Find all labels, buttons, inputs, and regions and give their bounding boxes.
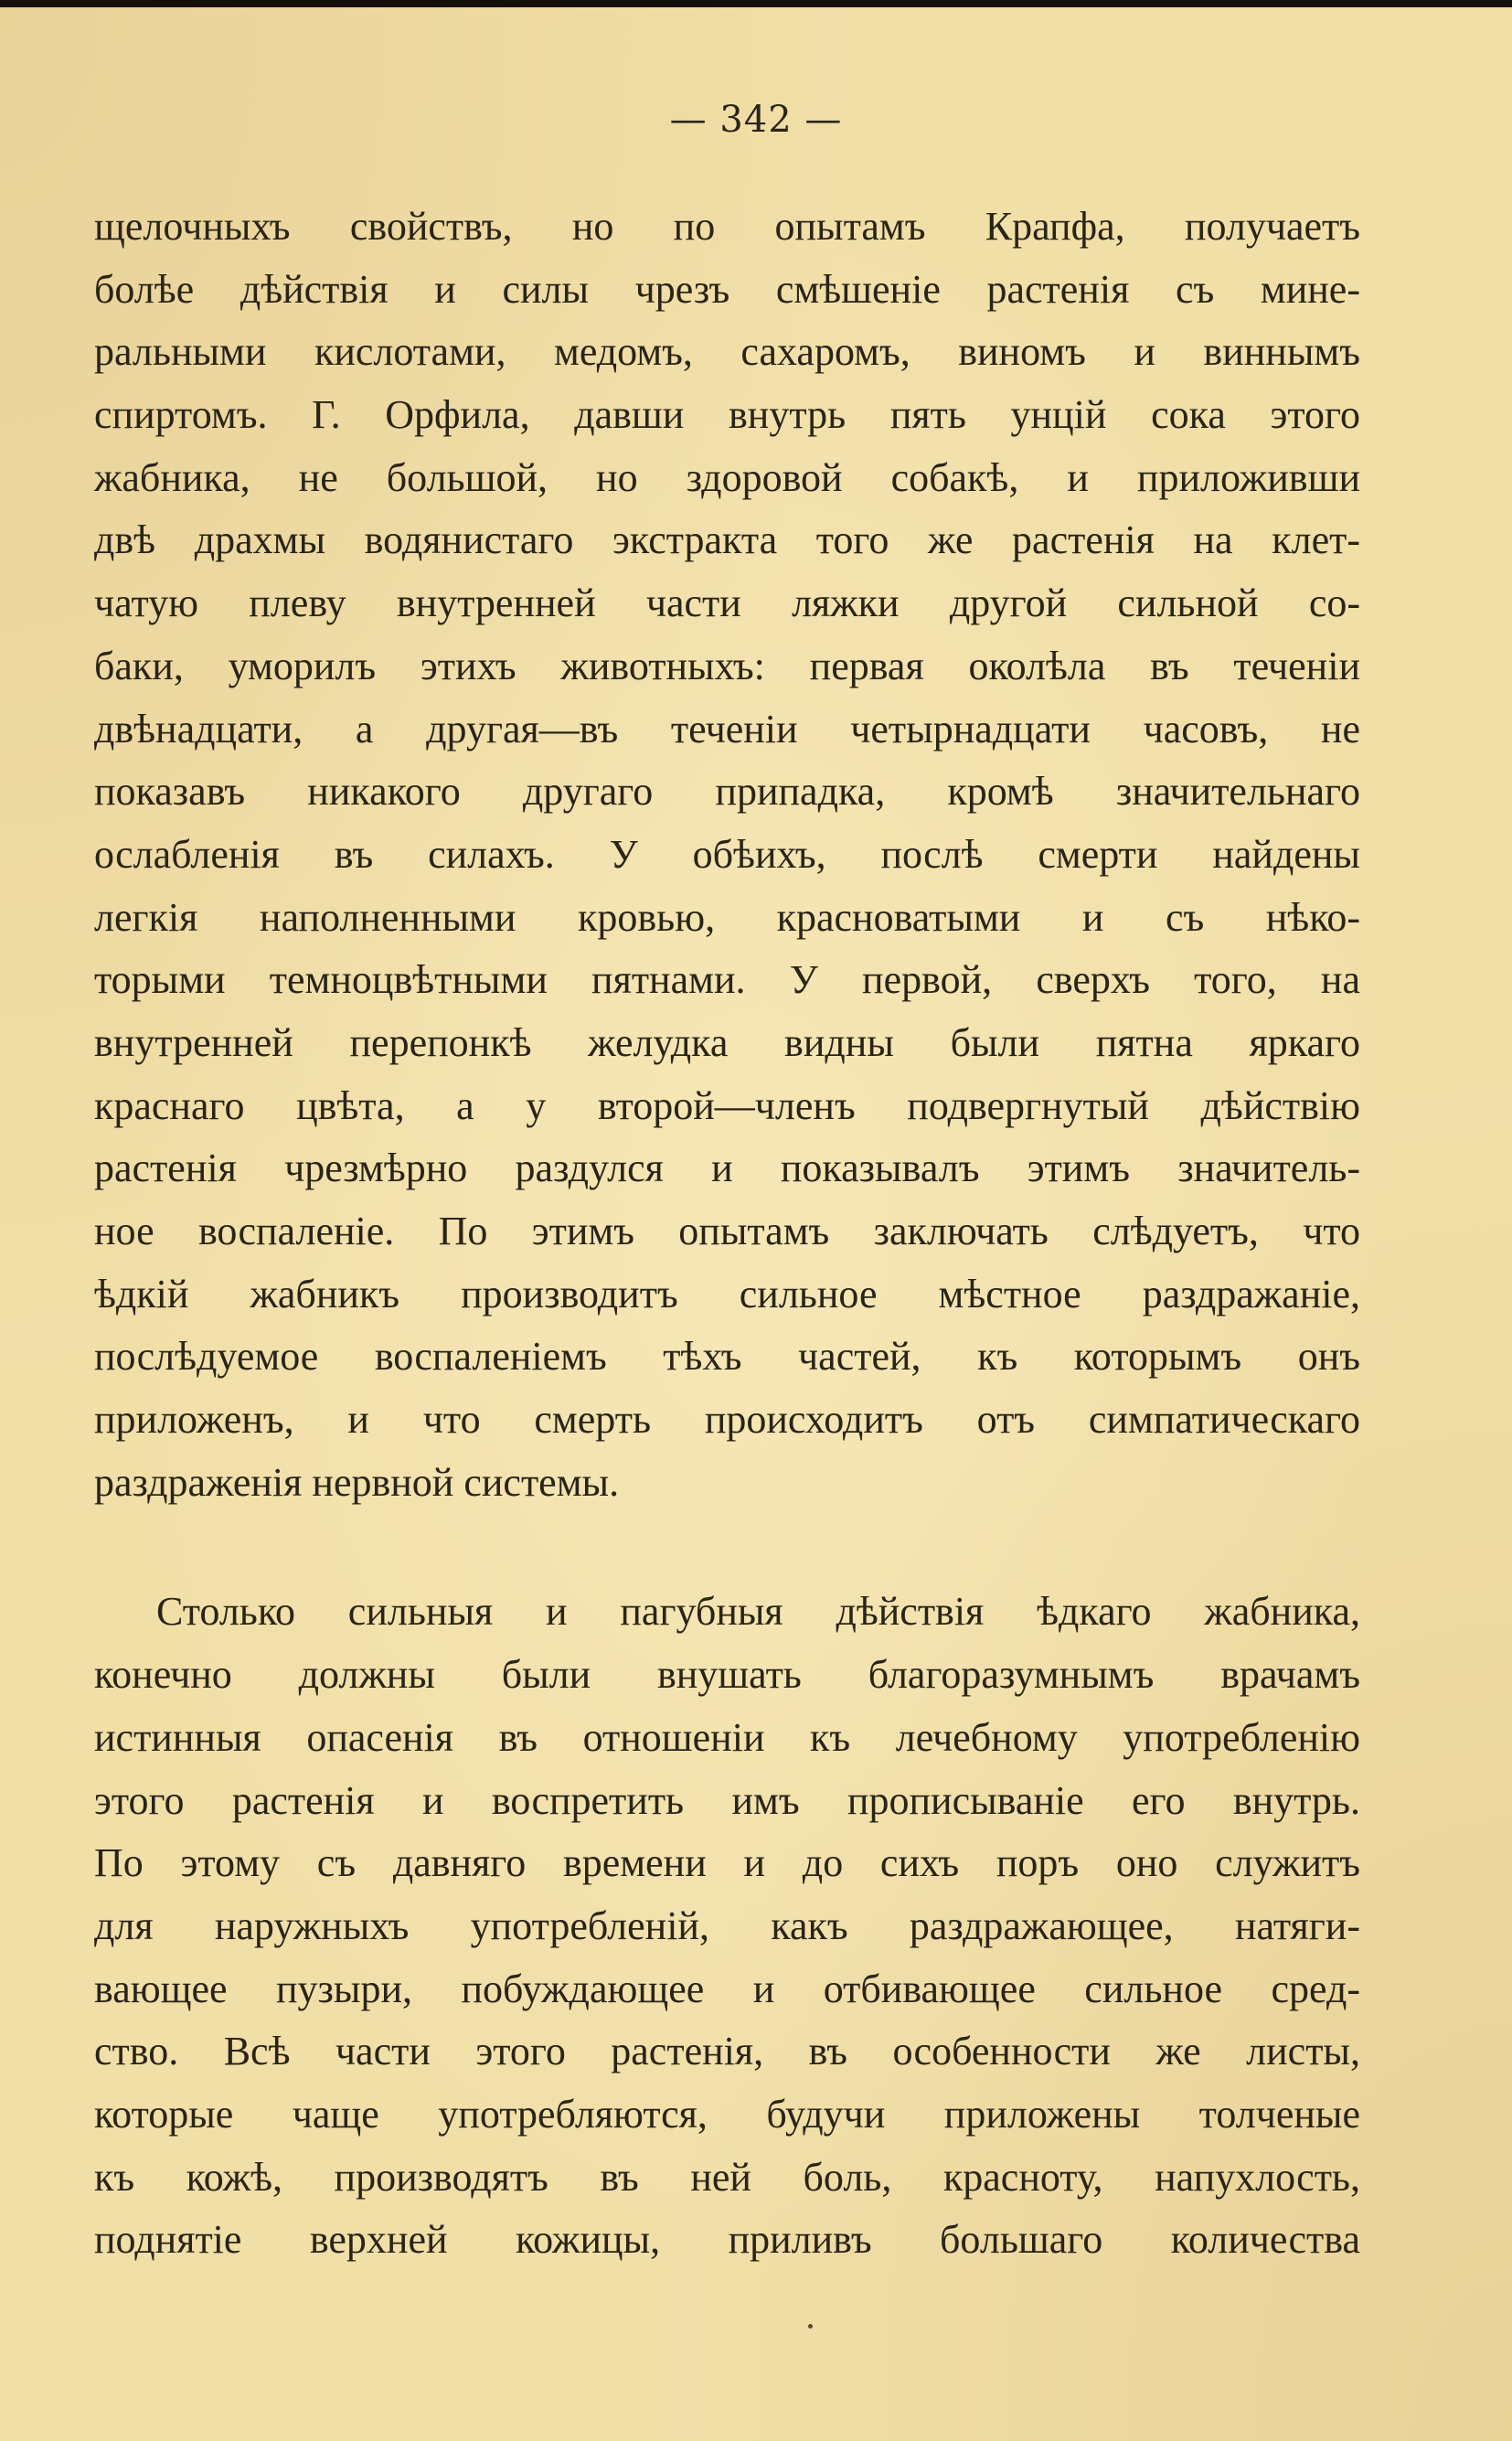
text-line: жабника, не большой, но здоровой собакѣ, и приложивши	[94, 454, 1360, 500]
text-line: ѣдкій жабникъ производитъ сильное мѣстное раздражаніе,	[94, 1271, 1360, 1316]
text-line: показавъ никакого другаго припадка, кромѣ значительнаго	[94, 769, 1360, 815]
text-line: двѣ драхмы водянистаго экстракта того же растенія на клет-	[94, 517, 1360, 563]
text-line: щелочныхъ свойствъ, но по опытамъ Крапфа, получаетъ	[94, 204, 1360, 249]
text-line: чатую плеву внутренней части ляжки другой сильной со-	[94, 581, 1360, 626]
text-line: вающее пузыри, побуждающее и отбивающее сильное сред-	[94, 1966, 1360, 2011]
text-line: торыми темноцвѣтными пятнами. У первой, сверхъ того, на	[94, 957, 1360, 1003]
text-line: спиртомъ. Г. Орфила, давши внутрь пять унцій сока этого	[94, 392, 1360, 438]
paragraph-1	[94, 196, 1360, 1514]
text-line: По этому съ давняго времени и до сихъ поръ оно служитъ	[94, 1840, 1360, 1886]
text-line: послѣдуемое воспаленіемъ тѣхъ частей, къ которымъ онъ	[94, 1334, 1360, 1380]
text-line: къ кожѣ, производятъ въ ней боль, красноту, напухлость,	[94, 2154, 1360, 2200]
text-line: поднятіе верхней кожицы, приливъ большаго количества	[94, 2217, 1360, 2263]
page-number: — 342 —	[669, 99, 843, 141]
text-line: краснаго цвѣта, а у второй—членъ подвергнутый дѣйствію	[94, 1082, 1360, 1128]
body-text	[94, 196, 1360, 2272]
text-line: Столько сильныя и пагубныя дѣйствія ѣдкаго жабника,	[156, 1589, 1360, 1635]
text-line: приложенъ, и что смерть происходитъ отъ симпатическаго	[94, 1397, 1360, 1443]
text-line: ство. Всѣ части этого растенія, въ особенности же листы,	[94, 2029, 1360, 2074]
book-page	[0, 7, 1512, 2441]
text-line: конечно должны были внушать благоразумнымъ врачамъ	[94, 1652, 1360, 1698]
text-line: ральными кислотами, медомъ, сахаромъ, виномъ и виннымъ	[94, 329, 1360, 375]
text-line: истинныя опасенія въ отношеніи къ лечебному употребленію	[94, 1714, 1360, 1760]
text-line: раздраженія нервной системы.	[94, 1459, 620, 1505]
paragraph-2	[94, 1581, 1360, 2272]
text-line: ослабленія въ силахъ. У обѣихъ, послѣ смерти найдены	[94, 831, 1360, 877]
text-line: ное воспаленіе. По этимъ опытамъ заключать слѣдуетъ, что	[94, 1209, 1360, 1253]
text-line: которые чаще употребляются, будучи приложены толченые	[94, 2091, 1360, 2137]
paper-speck	[808, 2324, 813, 2329]
text-line: внутренней перепонкѣ желудка видны были пятна яркаго	[94, 1019, 1360, 1065]
text-line: баки, уморилъ этихъ животныхъ: первая околѣла въ теченіи	[94, 643, 1360, 688]
text-line: растенія чрезмѣрно раздулся и показывалъ этимъ значитель-	[94, 1146, 1360, 1191]
text-line: для наружныхъ употребленій, какъ раздражающее, натяги-	[94, 1903, 1360, 1948]
text-line: легкія наполненными кровью, красноватыми и съ нѣко-	[94, 894, 1360, 940]
text-line: этого растенія и воспретить имъ прописываніе его внутрь.	[94, 1777, 1360, 1823]
text-line: двѣнадцати, а другая—въ теченіи четырнадцати часовъ, не	[94, 706, 1360, 751]
paragraph-gap	[94, 1514, 1360, 1581]
text-line: болѣе дѣйствія и силы чрезъ смѣшеніе растенія съ мине-	[94, 266, 1360, 312]
